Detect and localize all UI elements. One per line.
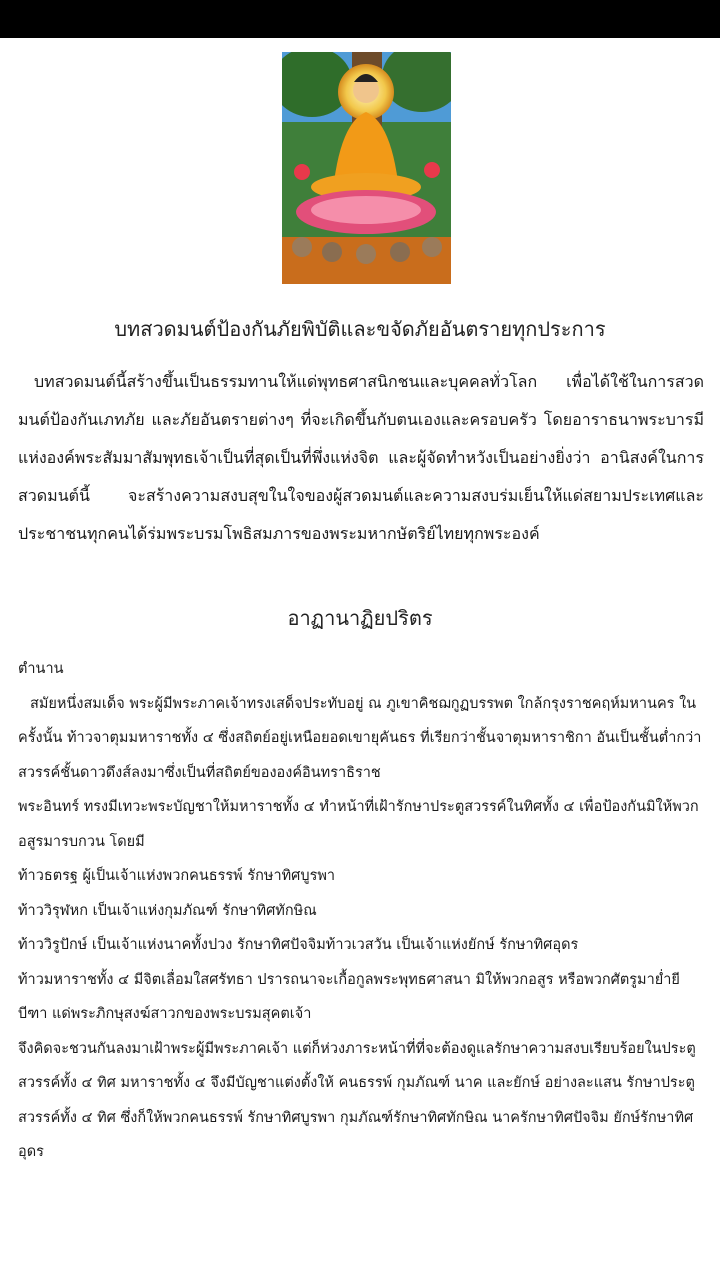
body-text <box>18 652 708 1170</box>
paragraph: จึงคิดจะชวนกันลงมาเฝ้าพระผู้มีพระภาคเจ้า แต่ก็ห่วงภาระหน้าที่ที่จะต้องดูแลรักษาความสงบเรียบร้อยในประตูสวรรค์ทั้ง ๔ ทิศ มหาราชทั้ง ๔ จึงมีบัญชาแต่งตั้งให้ คนธรรพ์ กุมภัณฑ์ นาค และยักษ์ อย่างละแสน รักษาประตูสวรรค์ทั้ง ๔ ทิศ ซึ่งก็ให้พวกคนธรรพ์ รักษาทิศบูรพา กุมภัณฑ์รักษาทิศทักษิณ นาครักษาทิศปัจจิม ยักษ์รักษาทิศอุดร <box>18 1040 696 1160</box>
paragraph: ท้าวธตรฐ ผู้เป็นเจ้าแห่งพวกคนธรรพ์ รักษาทิศบูรพา <box>18 868 336 884</box>
paragraph: ท้าวมหาราชทั้ง ๔ มีจิตเลื่อมใสศรัทธา ปรารถนาจะเกื้อกูลพระพุทธศาสนา มิให้พวกอสูร หรือพวกศัตรูมาย่ำยีบีฑา แด่พระภิกษุสงฆ์สาวกของพระบรมสุคตเจ้า <box>18 971 680 1022</box>
buddha-image <box>282 52 451 284</box>
paragraph: พระอินทร์ ทรงมีเทวะพระบัญชาให้มหาราชทั้ง ๔ ทำหน้าที่เฝ้ารักษาประตูสวรรค์ในทิศทั้ง ๔ เพื่อป้องกันมิให้พวกอสูรมารบกวน โดยมี <box>18 799 699 850</box>
paragraph: ท้าววิรุฬหก เป็นเจ้าแห่งกุมภัณฑ์ รักษาทิศทักษิณ <box>18 902 317 919</box>
section-title: อาฏานาฏิยปริตร <box>287 606 433 630</box>
paragraph: ท้าววิรูปักษ์ เป็นเจ้าแห่งนาคทั้งปวง รักษาทิศปัจจิมท้าวเวสวัน เป็นเจ้าแห่งยักษ์ รักษาทิศอุดร <box>18 937 579 953</box>
page-title: บทสวดมนต์ป้องกันภัยพิบัติและขจัดภัยอันตรายทุกประการ <box>114 317 606 341</box>
status-bar <box>0 0 720 38</box>
intro-paragraph: บทสวดมนต์นี้สร้างขึ้นเป็นธรรมทานให้แด่พุทธศาสนิกชนและบุคคลทั่วโลก เพื่อได้ใช้ในการสวดมนต์ป้องกันเภทภัย และภัยอันตรายต่างๆ ที่จะเกิดขึ้นกับตนเองและครอบครัว โดยอาราธนาพระบารมีแห่งองค์พระสัมมาสัมพุทธเจ้าเป็นที่สุดเป็นที่พึ่งแห่งจิต และผู้จัดทำหวังเป็นอย่างยิ่งว่า อานิสงค์ในการสวดมนต์นี้ จะสร้างความสงบสุขในใจของผู้สวดมนต์และความสงบร่มเย็นให้แด่สยามประเทศและประชาชนทุกคนได้ร่มพระบรมโพธิสมภารของพระมหากษัตริย์ไทยทุกพระองค์ <box>18 372 704 543</box>
paragraph: สมัยหนึ่งสมเด็จ พระผู้มีพระภาคเจ้าทรงเสด็จประทับอยู่ ณ ภูเขาคิชฌกูฏบรรพต ใกล้กรุงราชคฤห์มหานคร ในครั้งนั้น ท้าวจาตุมมหาราชทั้ง ๔ ซึ่งสถิตย์อยู่เหนือยอดเขายุคันธร ที่เรียกว่าชั้นจาตุมหาราชิกา อันเป็นชั้นต่ำกว่า สวรรค์ชั้นดาวดึงส์ลงมาซึ่งเป็นที่สถิตย์ขององค์อินทราธิราช <box>18 695 702 781</box>
body-heading: ตำนาน <box>18 661 64 677</box>
